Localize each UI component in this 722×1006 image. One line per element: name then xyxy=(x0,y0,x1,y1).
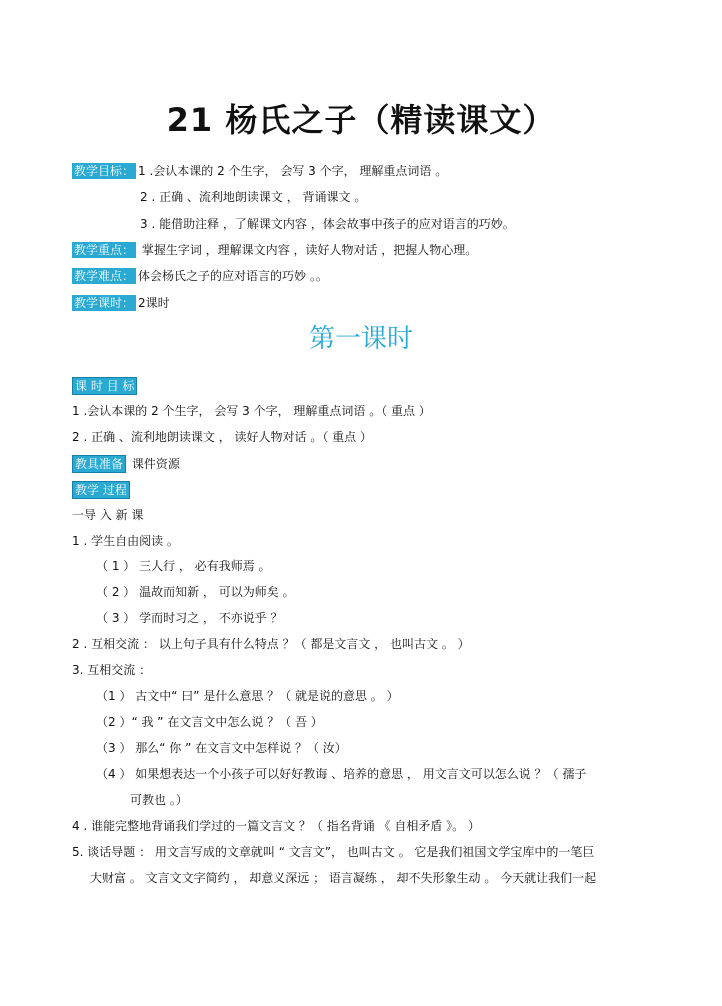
objective-item-2: 2 . 正确 、流利地朗读课文 ， 背诵课文 。 xyxy=(140,190,367,204)
section-title: 第一课时 xyxy=(308,324,413,354)
step3-item: （3 ） 那么“ 你 ” 在文言文中怎样说 ？（ 汝） xyxy=(96,741,347,755)
process-intro: 一导 入 新 课 xyxy=(72,508,144,522)
document-title: 21 杨氏之子（精读课文） xyxy=(166,101,556,139)
key-points-text: 掌握生字词 ，理解课文内容 ，读好人物对话 ，把握人物心理。 xyxy=(141,243,478,257)
step1-item: （ 1 ） 三人行 ， 必有我师焉 。 xyxy=(96,559,271,573)
tools-row xyxy=(72,455,180,473)
process-step-2: 2 . 互相交流 ： 以上句子具有什么特点 ？（ 都是文言文 ， 也叫古文 。 ） xyxy=(72,637,470,651)
hours-text: 2课时 xyxy=(138,296,170,310)
step3-item-continuation: 可教也 。） xyxy=(130,793,188,807)
hours-row xyxy=(72,295,170,311)
objective-item-3: 3 . 能借助注释 ，了解课文内容 ，体会故事中孩子的应对语言的巧妙。 xyxy=(140,217,515,231)
lesson-goals-label: 课 时 目 标 xyxy=(72,377,137,395)
difficulties-label: 教学难点： xyxy=(74,269,135,283)
process-step-5-continuation: 大财富 。 文言文文字简约 ， 却意义深远 ； 语言凝练 ， 却不失形象生动 。 今天就让我们一起 xyxy=(90,871,597,885)
step3-item: （4 ） 如果想表达一个小孩子可以好好教诲 、培养的意思 ， 用文言文可以怎么说 ？（ 孺子 xyxy=(96,767,587,781)
step1-item: （ 3 ） 学而时习之 ， 不亦说乎 ？ xyxy=(96,611,283,625)
lesson-goal-1: 1 .会认本课的 2 个生字， 会写 3 个字， 理解重点词语 。（ 重点 ） xyxy=(72,404,431,418)
objectives-row xyxy=(72,163,447,179)
key-points-row xyxy=(72,242,477,258)
difficulties-row xyxy=(72,268,328,284)
tools-label: 教具准备 xyxy=(72,455,126,473)
step3-item: （2 ）“ 我 ” 在文言文中怎么说 ？（ 吾 ） xyxy=(96,715,323,729)
process-step-3: 3. 互相交流 ： xyxy=(72,663,152,677)
objectives-label: 教学目标： xyxy=(74,164,135,178)
key-points-label: 教学重点： xyxy=(74,243,135,257)
process-row xyxy=(72,481,132,499)
difficulties-text: 体会杨氏之子的应对语言的巧妙 。。 xyxy=(138,269,328,283)
step3-item: （1 ） 古文中“ 曰” 是什么意思 ？（ 就是说的意思 。 ） xyxy=(96,689,399,703)
process-step-4: 4 . 谁能完整地背诵我们学过的一篇文言文 ？（ 指名背诵 《 自相矛盾 》。 ） xyxy=(72,819,480,833)
hours-label: 教学课时： xyxy=(74,296,135,310)
process-step-1: 1 . 学生自由阅读 。 xyxy=(72,534,179,548)
lesson-goal-2: 2 . 正确 、流利地朗读课文 ， 读好人物对话 。（ 重点 ） xyxy=(72,430,372,444)
tools-text: 课件资源 xyxy=(131,457,180,471)
objective-item-1: 1 .会认本课的 2 个生字， 会写 3 个字， 理解重点词语 。 xyxy=(138,164,448,178)
step1-item: （ 2 ） 温故而知新 ， 可以为师矣 。 xyxy=(96,585,295,599)
lesson-goals-row xyxy=(72,377,139,395)
process-step-5: 5. 谈话导题 ： 用文言写成的文章就叫 “ 文言文”， 也叫古文 。 它是我们祖国文学宝库中的一笔巨 xyxy=(72,845,595,859)
process-label: 教学 过程 xyxy=(72,481,130,499)
